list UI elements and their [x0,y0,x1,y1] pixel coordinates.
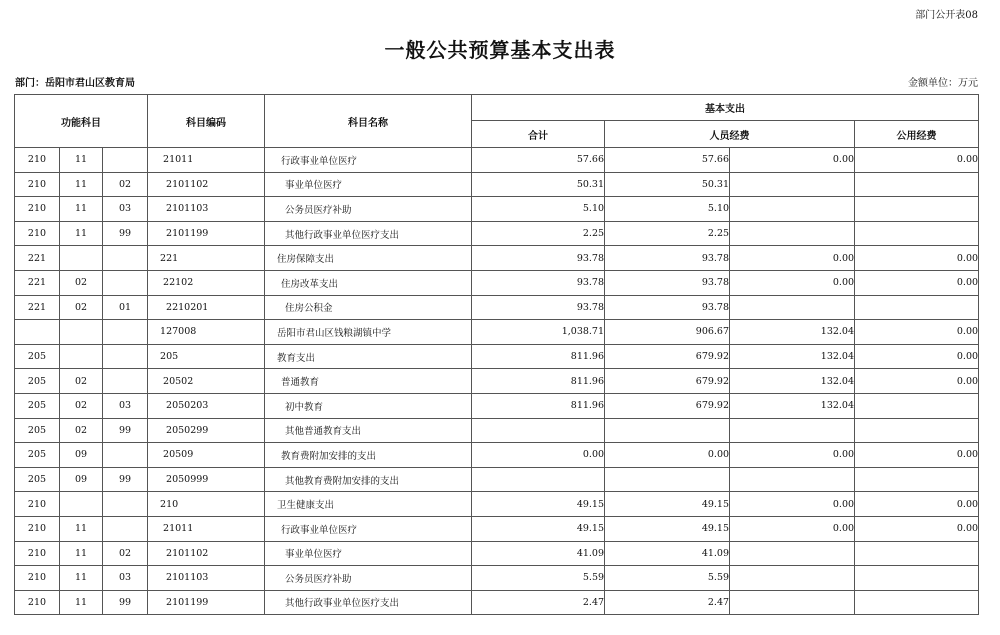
func-class-cell: 210 [15,197,60,222]
public-expense-cell [855,418,979,443]
func-item-cell: 11 [60,566,103,591]
func-item-cell [60,320,103,345]
subject-code-cell: 210 [148,492,265,517]
public-cell: 132.04 [730,369,855,394]
subject-code-cell: 2050203 [148,393,265,418]
amount-unit-label: 金额单位：万元 [908,78,978,89]
table-row [15,344,979,369]
func-subitem-cell [103,344,148,369]
func-subitem-cell: 99 [103,590,148,615]
func-item-cell: 09 [60,467,103,492]
public-expense-cell [855,172,979,197]
func-subitem-cell [103,246,148,271]
table-row [15,418,979,443]
func-subitem-cell: 99 [103,221,148,246]
header-func-subject: 功能科目 [15,95,148,148]
func-class-cell: 210 [15,541,60,566]
func-class-cell: 210 [15,516,60,541]
total-cell: 5.10 [472,197,605,222]
subject-code-cell: 2050999 [148,467,265,492]
func-subitem-cell: 99 [103,418,148,443]
func-item-cell: 02 [60,270,103,295]
subject-name-cell: 岳阳市君山区钱粮湖镇中学 [265,320,472,345]
func-subitem-cell [103,443,148,468]
subject-name-cell: 初中教育 [265,393,472,418]
public-expense-cell [855,590,979,615]
public-expense-cell [855,393,979,418]
func-class-cell: 221 [15,295,60,320]
public-cell: 0.00 [730,492,855,517]
func-item-cell: 11 [60,221,103,246]
public-expense-cell [855,566,979,591]
subject-code-cell: 2101103 [148,197,265,222]
public-cell [730,541,855,566]
func-item-cell: 02 [60,295,103,320]
func-item-cell: 11 [60,541,103,566]
func-class-cell: 221 [15,246,60,271]
table-row [15,566,979,591]
table-row [15,320,979,345]
func-class-cell: 205 [15,443,60,468]
table-row [15,270,979,295]
subject-code-cell: 2101102 [148,541,265,566]
personnel-cell: 5.59 [605,566,730,591]
subject-code-cell: 2101102 [148,172,265,197]
public-cell [730,197,855,222]
public-expense-cell: 0.00 [855,492,979,517]
subject-code-cell: 205 [148,344,265,369]
subject-name-cell: 卫生健康支出 [265,492,472,517]
func-subitem-cell: 99 [103,467,148,492]
total-cell: 811.96 [472,369,605,394]
public-expense-cell: 0.00 [855,369,979,394]
public-cell [730,295,855,320]
subject-code-cell: 2210201 [148,295,265,320]
total-cell: 5.59 [472,566,605,591]
subject-name-cell: 其他普通教育支出 [265,418,472,443]
subject-name-cell: 事业单位医疗 [265,541,472,566]
personnel-cell: 5.10 [605,197,730,222]
total-cell: 49.15 [472,492,605,517]
public-cell [730,566,855,591]
func-subitem-cell [103,369,148,394]
subject-code-cell: 127008 [148,320,265,345]
subject-name-cell: 教育支出 [265,344,472,369]
subject-code-cell: 22102 [148,270,265,295]
header-personnel: 人员经费 [605,121,855,148]
personnel-cell: 93.78 [605,295,730,320]
func-class-cell: 210 [15,492,60,517]
public-cell [730,221,855,246]
table-row [15,148,979,173]
public-cell: 132.04 [730,320,855,345]
public-cell [730,172,855,197]
personnel-cell [605,467,730,492]
subject-code-cell: 21011 [148,516,265,541]
personnel-cell: 41.09 [605,541,730,566]
public-expense-cell [855,221,979,246]
subject-code-cell: 2101103 [148,566,265,591]
subject-code-cell: 21011 [148,148,265,173]
public-expense-cell: 0.00 [855,246,979,271]
func-item-cell: 11 [60,148,103,173]
public-expense-cell: 0.00 [855,270,979,295]
budget-table [14,94,979,615]
personnel-cell: 49.15 [605,516,730,541]
personnel-cell: 93.78 [605,270,730,295]
table-row [15,467,979,492]
subject-name-cell: 住房改革支出 [265,270,472,295]
total-cell: 49.15 [472,516,605,541]
public-expense-cell [855,197,979,222]
header-subject-name: 科目名称 [265,95,472,148]
func-subitem-cell [103,320,148,345]
table-number-label: 部门公开表08 [915,10,978,21]
public-cell: 0.00 [730,516,855,541]
func-subitem-cell [103,516,148,541]
func-item-cell: 02 [60,418,103,443]
total-cell: 50.31 [472,172,605,197]
func-class-cell: 221 [15,270,60,295]
personnel-cell: 57.66 [605,148,730,173]
personnel-cell: 2.25 [605,221,730,246]
personnel-cell: 679.92 [605,393,730,418]
func-item-cell [60,344,103,369]
total-cell [472,418,605,443]
subject-name-cell: 事业单位医疗 [265,172,472,197]
table-body [15,148,979,615]
func-subitem-cell: 02 [103,541,148,566]
subject-code-cell: 2050299 [148,418,265,443]
personnel-cell: 679.92 [605,369,730,394]
func-class-cell: 205 [15,418,60,443]
func-class-cell: 210 [15,590,60,615]
total-cell: 41.09 [472,541,605,566]
public-cell: 0.00 [730,148,855,173]
public-cell: 132.04 [730,344,855,369]
personnel-cell: 2.47 [605,590,730,615]
department-label: 部门：岳阳市君山区教育局 [15,78,135,89]
public-cell [730,418,855,443]
public-cell [730,467,855,492]
personnel-cell: 49.15 [605,492,730,517]
subject-code-cell: 20509 [148,443,265,468]
subject-code-cell: 2101199 [148,590,265,615]
func-class-cell: 210 [15,148,60,173]
subject-name-cell: 公务员医疗补助 [265,566,472,591]
table-row [15,221,979,246]
public-expense-cell [855,467,979,492]
public-expense-cell [855,541,979,566]
public-expense-cell: 0.00 [855,320,979,345]
public-expense-cell: 0.00 [855,516,979,541]
subject-code-cell: 2101199 [148,221,265,246]
func-subitem-cell [103,492,148,517]
total-cell: 0.00 [472,443,605,468]
total-cell: 811.96 [472,344,605,369]
func-class-cell: 205 [15,467,60,492]
table-row [15,492,979,517]
func-subitem-cell: 03 [103,393,148,418]
public-cell: 0.00 [730,443,855,468]
func-subitem-cell: 02 [103,172,148,197]
table-row [15,393,979,418]
subject-code-cell: 20502 [148,369,265,394]
subject-name-cell: 其他行政事业单位医疗支出 [265,590,472,615]
page-title: 一般公共预算基本支出表 [384,38,616,62]
public-cell: 0.00 [730,270,855,295]
func-class-cell: 205 [15,369,60,394]
total-cell [472,467,605,492]
func-item-cell: 02 [60,369,103,394]
func-class-cell: 210 [15,566,60,591]
subject-name-cell: 行政事业单位医疗 [265,148,472,173]
func-item-cell: 09 [60,443,103,468]
total-cell: 2.25 [472,221,605,246]
func-subitem-cell [103,270,148,295]
func-class-cell: 205 [15,393,60,418]
subject-name-cell: 公务员医疗补助 [265,197,472,222]
table-row [15,541,979,566]
func-class-cell [15,320,60,345]
subject-name-cell: 教育费附加安排的支出 [265,443,472,468]
header-public: 公用经费 [855,121,979,148]
func-class-cell: 210 [15,172,60,197]
func-subitem-cell: 01 [103,295,148,320]
subject-code-cell: 221 [148,246,265,271]
table-row [15,443,979,468]
subject-name-cell: 普通教育 [265,369,472,394]
func-item-cell: 11 [60,516,103,541]
func-subitem-cell: 03 [103,566,148,591]
func-subitem-cell [103,148,148,173]
subject-name-cell: 住房保障支出 [265,246,472,271]
total-cell: 93.78 [472,246,605,271]
personnel-cell: 50.31 [605,172,730,197]
table-row [15,369,979,394]
func-item-cell: 11 [60,172,103,197]
header-total: 合计 [472,121,605,148]
total-cell: 1,038.71 [472,320,605,345]
subject-name-cell: 其他行政事业单位医疗支出 [265,221,472,246]
table-row [15,246,979,271]
subject-name-cell: 其他教育费附加安排的支出 [265,467,472,492]
public-expense-cell: 0.00 [855,344,979,369]
public-expense-cell [855,295,979,320]
table-row [15,516,979,541]
public-cell: 132.04 [730,393,855,418]
total-cell: 57.66 [472,148,605,173]
public-cell [730,590,855,615]
personnel-cell: 0.00 [605,443,730,468]
total-cell: 93.78 [472,295,605,320]
header-subject-code: 科目编码 [148,95,265,148]
public-expense-cell: 0.00 [855,443,979,468]
personnel-cell: 679.92 [605,344,730,369]
func-item-cell [60,492,103,517]
total-cell: 811.96 [472,393,605,418]
func-class-cell: 205 [15,344,60,369]
total-cell: 93.78 [472,270,605,295]
table-row [15,197,979,222]
personnel-cell [605,418,730,443]
table-row [15,295,979,320]
subject-name-cell: 行政事业单位医疗 [265,516,472,541]
total-cell: 2.47 [472,590,605,615]
func-item-cell [60,246,103,271]
personnel-cell: 93.78 [605,246,730,271]
public-cell: 0.00 [730,246,855,271]
personnel-cell: 906.67 [605,320,730,345]
func-item-cell: 11 [60,197,103,222]
func-item-cell: 02 [60,393,103,418]
subject-name-cell: 住房公积金 [265,295,472,320]
func-subitem-cell: 03 [103,197,148,222]
table-row [15,590,979,615]
func-class-cell: 210 [15,221,60,246]
public-expense-cell: 0.00 [855,148,979,173]
table-row [15,172,979,197]
header-basic-expense: 基本支出 [472,95,979,121]
func-item-cell: 11 [60,590,103,615]
